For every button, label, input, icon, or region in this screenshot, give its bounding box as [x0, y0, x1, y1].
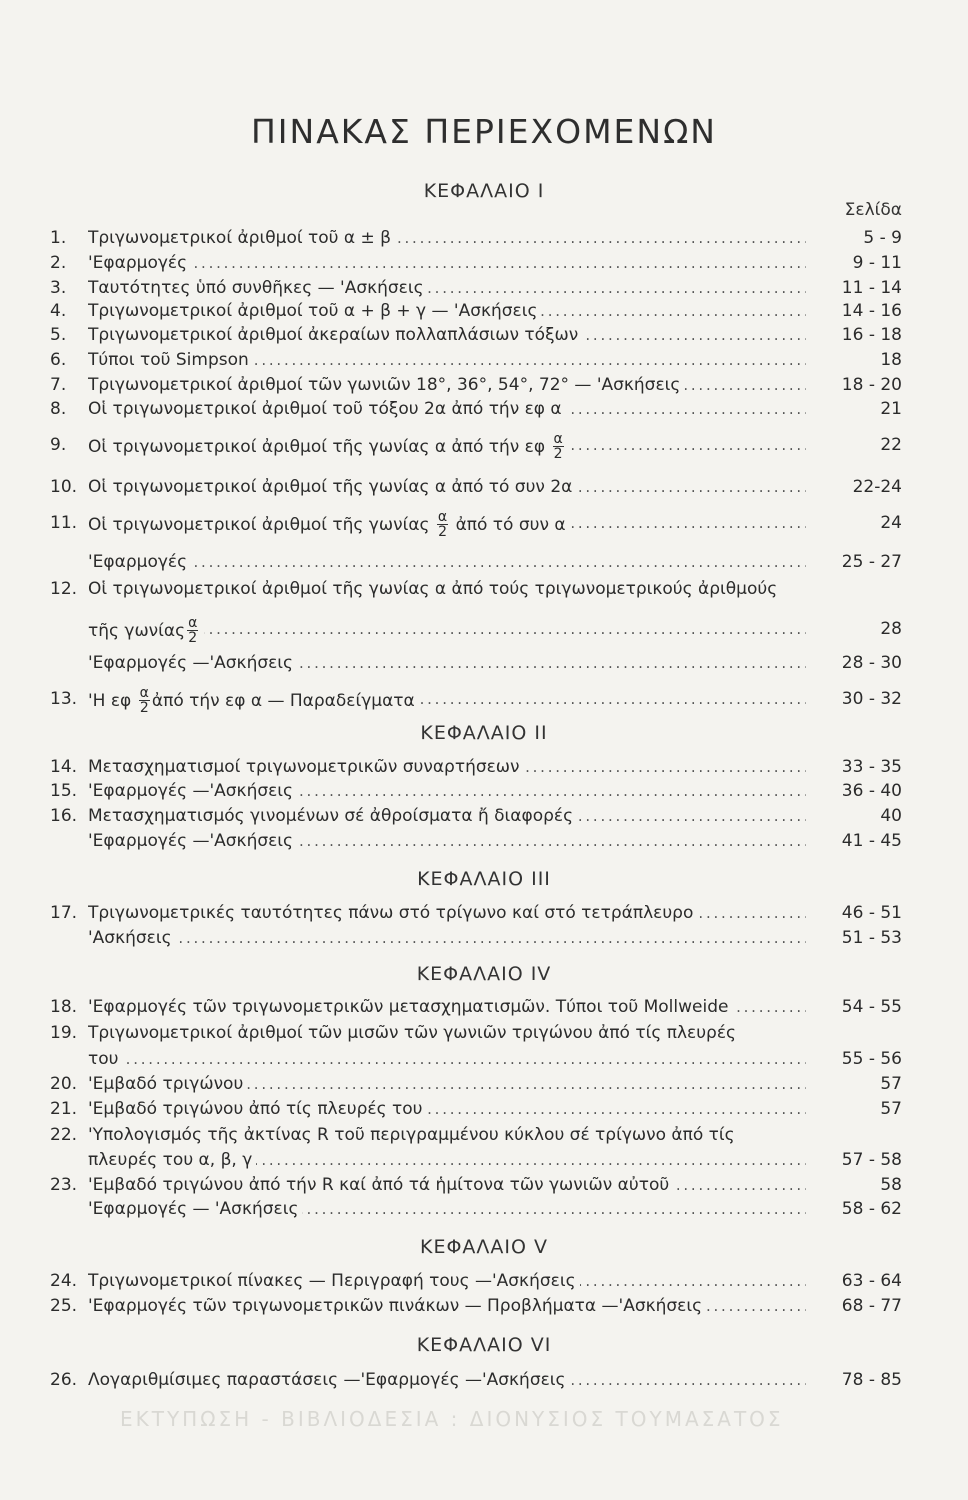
- entry-title: Μετασχηματισμός γινομένων σέ ἀθροίσματα ἤ διαφορές . . .: [88, 803, 806, 829]
- toc-entry-20: [50, 1071, 902, 1097]
- entry-page: 21: [880, 399, 902, 419]
- toc-entry-4: [50, 298, 902, 324]
- entry-title: Οἱ τριγωνομετρικοί ἀριθμοί τοῦ τόξου 2α ἀπό τήν εφ α . . .: [88, 396, 806, 422]
- entry-title: Οἱ τριγωνομετρικοί ἀριθμοί τῆς γωνίας α ἀπό τούς τριγωνομετρικούς ἀριθμούς: [88, 576, 806, 602]
- toc-entry-23: [50, 1172, 902, 1198]
- entry-number: 6.: [50, 350, 67, 370]
- entry-title: 'Εφαρμογές — 'Ασκήσεις . . .: [88, 1196, 806, 1222]
- entry-number: 14.: [50, 757, 78, 777]
- page-column-header: Σελίδα: [844, 200, 902, 220]
- entry-page: 68 - 77: [841, 1296, 902, 1316]
- toc-entry-15: [50, 778, 902, 804]
- entry-page: 78 - 85: [841, 1370, 902, 1390]
- toc-entry-2: [50, 250, 902, 276]
- toc-entry-11-exercises: [50, 549, 902, 575]
- entry-page: 22: [880, 435, 902, 455]
- entry-title: 'Εφαρμογές . . .: [88, 549, 806, 575]
- entry-number: 22.: [50, 1125, 78, 1145]
- entry-page: 40: [880, 806, 902, 826]
- toc-entry-18: [50, 994, 902, 1020]
- entry-page: 57: [880, 1074, 902, 1094]
- entry-title-continued: πλευρές του α, β, γ . . .: [88, 1147, 806, 1173]
- toc-entry-12-exercises: [50, 650, 902, 676]
- entry-title: 'Εμβαδό τριγώνου . . .: [88, 1071, 806, 1097]
- entry-title: 'Εφαρμογές —'Ασκήσεις . . .: [88, 778, 806, 804]
- entry-page: 16 - 18: [841, 325, 902, 345]
- toc-entry-13: [50, 686, 902, 715]
- toc-entry-26: [50, 1367, 902, 1393]
- entry-number: 18.: [50, 997, 78, 1017]
- entry-title: Τριγωνομετρικοί ἀριθμοί τοῦ α ± β . . .: [88, 225, 806, 251]
- chapter-2-heading: ΚΕΦΑΛΑΙΟ II: [420, 722, 548, 744]
- entry-number: 1.: [50, 228, 67, 248]
- toc-entry-23-exercises: [50, 1196, 902, 1222]
- entry-page: 22-24: [852, 477, 902, 497]
- entry-title: 'Εφαρμογές τῶν τριγωνομετρικῶν μετασχηματισμῶν. Τύποι τοῦ Mollweide . . .: [88, 994, 806, 1020]
- entry-title: 'Υπολογισμός τῆς ἀκτίνας R τοῦ περιγραμμένου κύκλου σέ τρίγωνο ἀπό τίς: [88, 1122, 806, 1148]
- fraction-alpha-over-2: $\frac{\alpha}{2}$: [188, 616, 198, 645]
- entry-page: 14 - 16: [841, 301, 902, 321]
- toc-entry-9: [50, 432, 902, 461]
- entry-title: Λογαριθμίσιμες παραστάσεις —'Εφαρμογές —'Ασκήσεις . . .: [88, 1367, 806, 1393]
- toc-entry-22: [50, 1122, 902, 1148]
- toc-entry-12-continued: [50, 616, 902, 645]
- entry-title: Τριγωνομετρικές ταυτότητες πάνω στό τρίγωνο καί στό τετράπλευρο . . .: [88, 900, 806, 926]
- toc-entry-11: [50, 510, 902, 539]
- toc-entry-24: [50, 1268, 902, 1294]
- toc-entry-22-continued: [50, 1147, 902, 1173]
- entry-number: 20.: [50, 1074, 78, 1094]
- toc-entry-10: [50, 474, 902, 500]
- entry-page: 9 - 11: [852, 253, 902, 273]
- entry-title: 'Εφαρμογές . . .: [88, 250, 806, 276]
- entry-title: Τριγωνομετρικοί ἀριθμοί ἀκεραίων πολλαπλάσιων τόξων . . .: [88, 322, 806, 348]
- toc-entry-8: [50, 396, 902, 422]
- entry-title: 'Η εφ $\frac{\alpha}{2}$ ἀπό τήν εφ α — Παραδείγματα . . .: [88, 686, 806, 715]
- fraction-alpha-over-2: $\frac{\alpha}{2}$: [437, 510, 448, 539]
- fraction-alpha-over-2: $\frac{\alpha}{2}$: [553, 432, 563, 461]
- entry-number: 13.: [50, 689, 78, 709]
- entry-number: 15.: [50, 781, 78, 801]
- entry-number: 2.: [50, 253, 67, 273]
- entry-number: 5.: [50, 325, 67, 345]
- entry-title: Οἱ τριγωνομετρικοί ἀριθμοί τῆς γωνίας $\frac{\alpha}{2}$ ἀπό τό συν α . . .: [88, 510, 806, 539]
- entry-number: 24.: [50, 1271, 78, 1291]
- toc-entry-19-continued: [50, 1046, 902, 1072]
- entry-page: 36 - 40: [841, 781, 902, 801]
- entry-number: 23.: [50, 1175, 78, 1195]
- entry-title: Τριγωνομετρικοί πίνακες — Περιγραφή τους —'Ασκήσεις . . .: [88, 1268, 806, 1294]
- entry-number: 16.: [50, 806, 78, 826]
- entry-page: 5 - 9: [863, 228, 902, 248]
- toc-entry-12: [50, 576, 902, 602]
- entry-title: 'Εφαρμογές τῶν τριγωνομετρικῶν πινάκων — Προβλήματα —'Ασκήσεις . . .: [88, 1293, 806, 1319]
- toc-entry-19: [50, 1020, 902, 1046]
- entry-title: Τύποι τοῦ Simpson . . .: [88, 347, 806, 373]
- entry-page: 58 - 62: [841, 1199, 902, 1219]
- toc-entry-16: [50, 803, 902, 829]
- page-title: ΠΙΝΑΚΑΣ ΠΕΡΙΕΧΟΜΕΝΩΝ: [250, 112, 717, 151]
- entry-title-continued: τῆς γωνίας $\frac{\alpha}{2}$ . . .: [88, 616, 806, 645]
- chapter-3-heading: ΚΕΦΑΛΑΙΟ III: [417, 868, 551, 890]
- chapter-4-heading: ΚΕΦΑΛΑΙΟ IV: [416, 963, 552, 985]
- entry-title: 'Εφαρμογές —'Ασκήσεις . . .: [88, 828, 806, 854]
- entry-number: 26.: [50, 1370, 78, 1390]
- entry-number: 9.: [50, 435, 67, 455]
- toc-entry-14: [50, 754, 902, 780]
- entry-page: 33 - 35: [841, 757, 902, 777]
- chapter-1-heading: ΚΕΦΑΛΑΙΟ Ι: [423, 180, 545, 202]
- fraction-alpha-over-2: $\frac{\alpha}{2}$: [139, 686, 149, 715]
- entry-title-continued: του . . .: [88, 1046, 806, 1072]
- entry-number: 7.: [50, 375, 67, 395]
- entry-number: 25.: [50, 1296, 78, 1316]
- toc-entry-16-exercises: [50, 828, 902, 854]
- printer-stamp-faded: ΕΚΤΥΠΩΣΗ - ΒΙΒΛΙΟΔΕΣΙΑ : ΔΙΟΝΥΣΙΟΣ ΤΟΥΜΑΣΑΤΟΣ: [120, 1407, 784, 1431]
- toc-entry-1: [50, 225, 902, 251]
- entry-number: 19.: [50, 1023, 78, 1043]
- entry-page: 18: [880, 350, 902, 370]
- entry-title: Μετασχηματισμοί τριγωνομετρικῶν συναρτήσεων . . .: [88, 754, 806, 780]
- entry-title: Τριγωνομετρικοί ἀριθμοί τοῦ α + β + γ — 'Ασκήσεις . . .: [88, 298, 806, 324]
- toc-entry-5: [50, 322, 902, 348]
- entry-title: 'Εμβαδό τριγώνου ἀπό τίς πλευρές του . . .: [88, 1096, 806, 1122]
- entry-page: 18 - 20: [841, 375, 902, 395]
- entry-number: 3.: [50, 278, 67, 298]
- toc-entry-21: [50, 1096, 902, 1122]
- entry-page: 57: [880, 1099, 902, 1119]
- toc-entry-17: [50, 900, 902, 926]
- entry-title: Ταυτότητες ὑπό συνθῆκες — 'Ασκήσεις . . .: [88, 275, 806, 301]
- entry-page: 63 - 64: [841, 1271, 902, 1291]
- chapter-6-heading: ΚΕΦΑΛΑΙΟ VI: [416, 1334, 552, 1356]
- entry-page: 54 - 55: [841, 997, 902, 1017]
- entry-number: 4.: [50, 301, 67, 321]
- entry-page: 24: [880, 513, 902, 533]
- entry-page: 28 - 30: [841, 653, 902, 673]
- entry-page: 25 - 27: [841, 552, 902, 572]
- toc-entry-17-exercises: [50, 925, 902, 951]
- entry-title: Τριγωνομετρικοί ἀριθμοί τῶν μισῶν τῶν γωνιῶν τριγώνου ἀπό τίς πλευρές: [88, 1020, 806, 1046]
- toc-entry-7: [50, 372, 902, 398]
- entry-number: 17.: [50, 903, 78, 923]
- entry-number: 8.: [50, 399, 67, 419]
- entry-page: 28: [880, 619, 902, 639]
- entry-title: 'Εμβαδό τριγώνου ἀπό τήν R καί ἀπό τά ἡμίτονα τῶν γωνιῶν αὐτοῦ . . .: [88, 1172, 806, 1198]
- entry-page: 46 - 51: [841, 903, 902, 923]
- entry-title: 'Ασκήσεις . . .: [88, 925, 806, 951]
- entry-title: Τριγωνομετρικοί ἀριθμοί τῶν γωνιῶν 18°, 36°, 54°, 72° — 'Ασκήσεις . . .: [88, 372, 806, 398]
- entry-page: 30 - 32: [841, 689, 902, 709]
- entry-number: 21.: [50, 1099, 78, 1119]
- entry-title: Οἱ τριγωνομετρικοί ἀριθμοί τῆς γωνίας α ἀπό τήν εφ $\frac{\alpha}{2}$ . . .: [88, 432, 806, 461]
- entry-page: 57 - 58: [841, 1150, 902, 1170]
- entry-page: 58: [880, 1175, 902, 1195]
- entry-title: 'Εφαρμογές —'Ασκήσεις . . .: [88, 650, 806, 676]
- entry-title: Οἱ τριγωνομετρικοί ἀριθμοί τῆς γωνίας α ἀπό τό συν 2α . . .: [88, 474, 806, 500]
- entry-page: 11 - 14: [841, 278, 902, 298]
- toc-entry-6: [50, 347, 902, 373]
- entry-page: 55 - 56: [841, 1049, 902, 1069]
- entry-page: 41 - 45: [841, 831, 902, 851]
- entry-number: 10.: [50, 477, 78, 497]
- entry-page: 51 - 53: [841, 928, 902, 948]
- chapter-5-heading: ΚΕΦΑΛΑΙΟ V: [419, 1236, 548, 1258]
- entry-number: 11.: [50, 513, 78, 533]
- entry-number: 12.: [50, 579, 78, 599]
- toc-entry-25: [50, 1293, 902, 1319]
